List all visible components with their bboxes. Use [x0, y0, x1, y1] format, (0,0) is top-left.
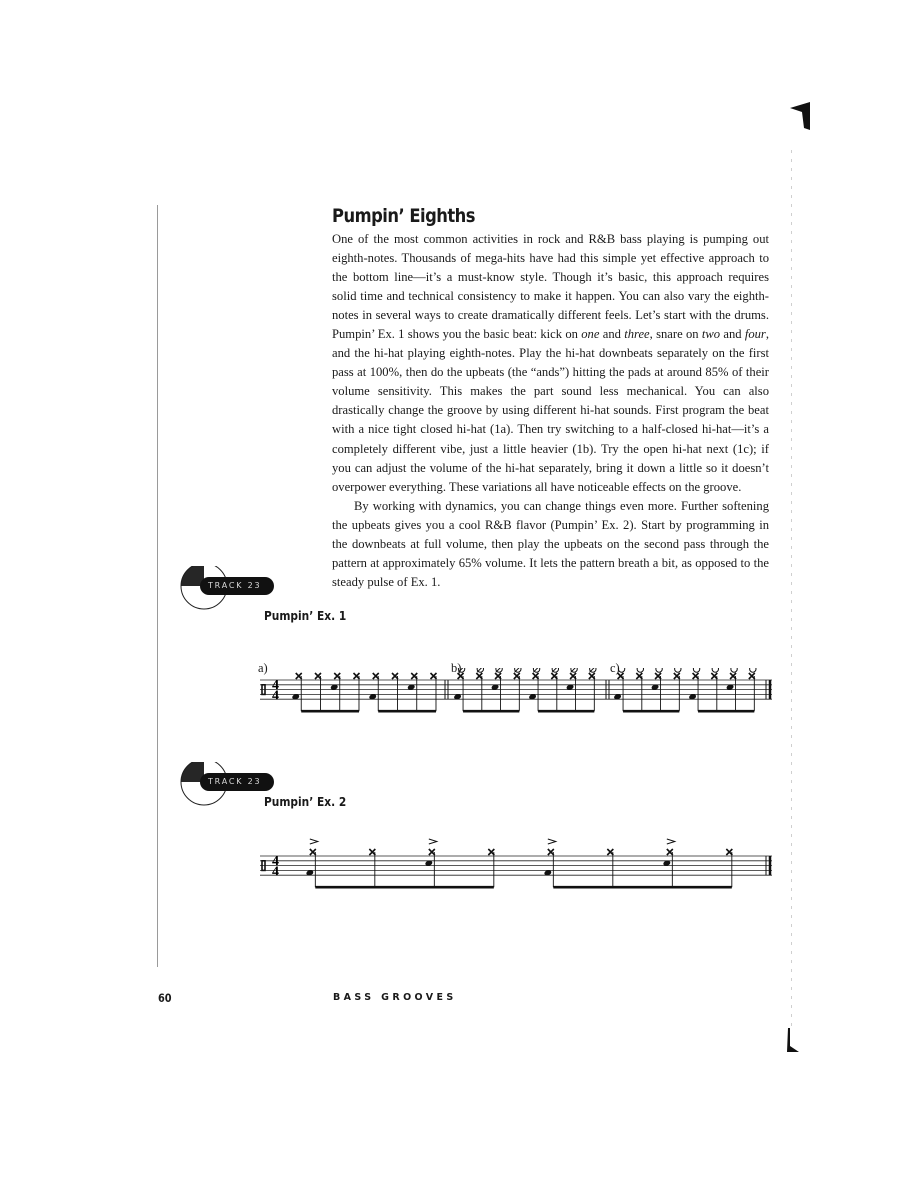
- track-badge: [178, 566, 274, 616]
- track-label: TRACK 23: [200, 577, 274, 595]
- time-signature-top: 4: [272, 854, 279, 870]
- open-mark-icon: [637, 668, 643, 672]
- part-c-label: c): [610, 661, 620, 675]
- open-mark-icon: [712, 668, 718, 672]
- example-2-heading: Pumpin’ Ex. 2: [264, 794, 347, 809]
- open-mark-icon: [750, 668, 756, 672]
- drum-staff-ex1: [256, 668, 786, 720]
- body-text: [332, 230, 769, 592]
- crop-mark-top-icon: [790, 102, 812, 130]
- open-mark-icon: [618, 668, 624, 672]
- accent-icon: [310, 839, 318, 844]
- accent-icon: [548, 839, 556, 844]
- margin-rule: [157, 205, 158, 967]
- time-signature-top: 4: [272, 678, 279, 694]
- section-title: Pumpin’ Eighths: [332, 205, 475, 227]
- accent-icon: [429, 839, 437, 844]
- running-footer: BASS GROOVES: [333, 992, 457, 1003]
- open-mark-icon: [693, 668, 699, 672]
- accent-icon: [667, 839, 675, 844]
- open-mark-icon: [656, 668, 662, 672]
- drum-staff-ex2: [256, 838, 786, 898]
- track-label: TRACK 23: [200, 773, 274, 791]
- body-paragraph: By working with dynamics, you can change things even more. Further softening the upbeats gives you a cool R&B flavor (Pumpin’ Ex. 2). Start by programming in the downbeats at full volume, then play the upbeats on the second pass through the pattern at approximately 65% volume. It lets the pattern breath a bit, as opposed to the steady pulse of Ex. 1.: [332, 498, 769, 589]
- scan-edge: [791, 150, 792, 1030]
- page-number: 60: [158, 991, 172, 1005]
- time-signature-bottom: 4: [272, 864, 279, 880]
- body-paragraph: One of the most common activities in rock and R&B bass playing is pumping out eighth-notes. Thousands of mega-hits have had this simple yet effective approach to the bottom line—it’s a must-know style. Though it’s basic, this approach requires solid time and technical consistency to make it happen. You can also vary the eighth-notes in several ways to create dramatically different feels. Let’s start with the drums. Pumpin’ Ex. 1 shows you the basic beat: kick on one and three, snare on two and four, and the hi-hat playing eighth-notes. Play the hi-hat downbeats separately on the first pass at 100%, then do the upbeats (the “ands”) hitting the pads at around 85% of their volume sensitivity. This makes the part sound less mechanical. You can also drastically change the groove by using different hi-hat sounds. First program the beat with a nice tight closed hi-hat (1a). Then try switching to a half-closed hi-hat—it’s a completely different vibe, just a little heavier (1b). Try the open hi-hat next (1c); if you can adjust the volume of the hi-hat separately, bring it down a little so it doesn’t overpower everything. These variations all have noticeable effects on the groove.: [332, 232, 769, 494]
- crop-mark-bottom-icon: [786, 1028, 800, 1054]
- open-mark-icon: [731, 668, 737, 672]
- example-1-heading: Pumpin’ Ex. 1: [264, 608, 347, 623]
- open-mark-icon: [675, 668, 681, 672]
- part-a-label: a): [258, 661, 268, 675]
- time-signature-bottom: 4: [272, 688, 279, 704]
- part-b-label: b): [451, 661, 462, 675]
- track-badge: [178, 762, 274, 812]
